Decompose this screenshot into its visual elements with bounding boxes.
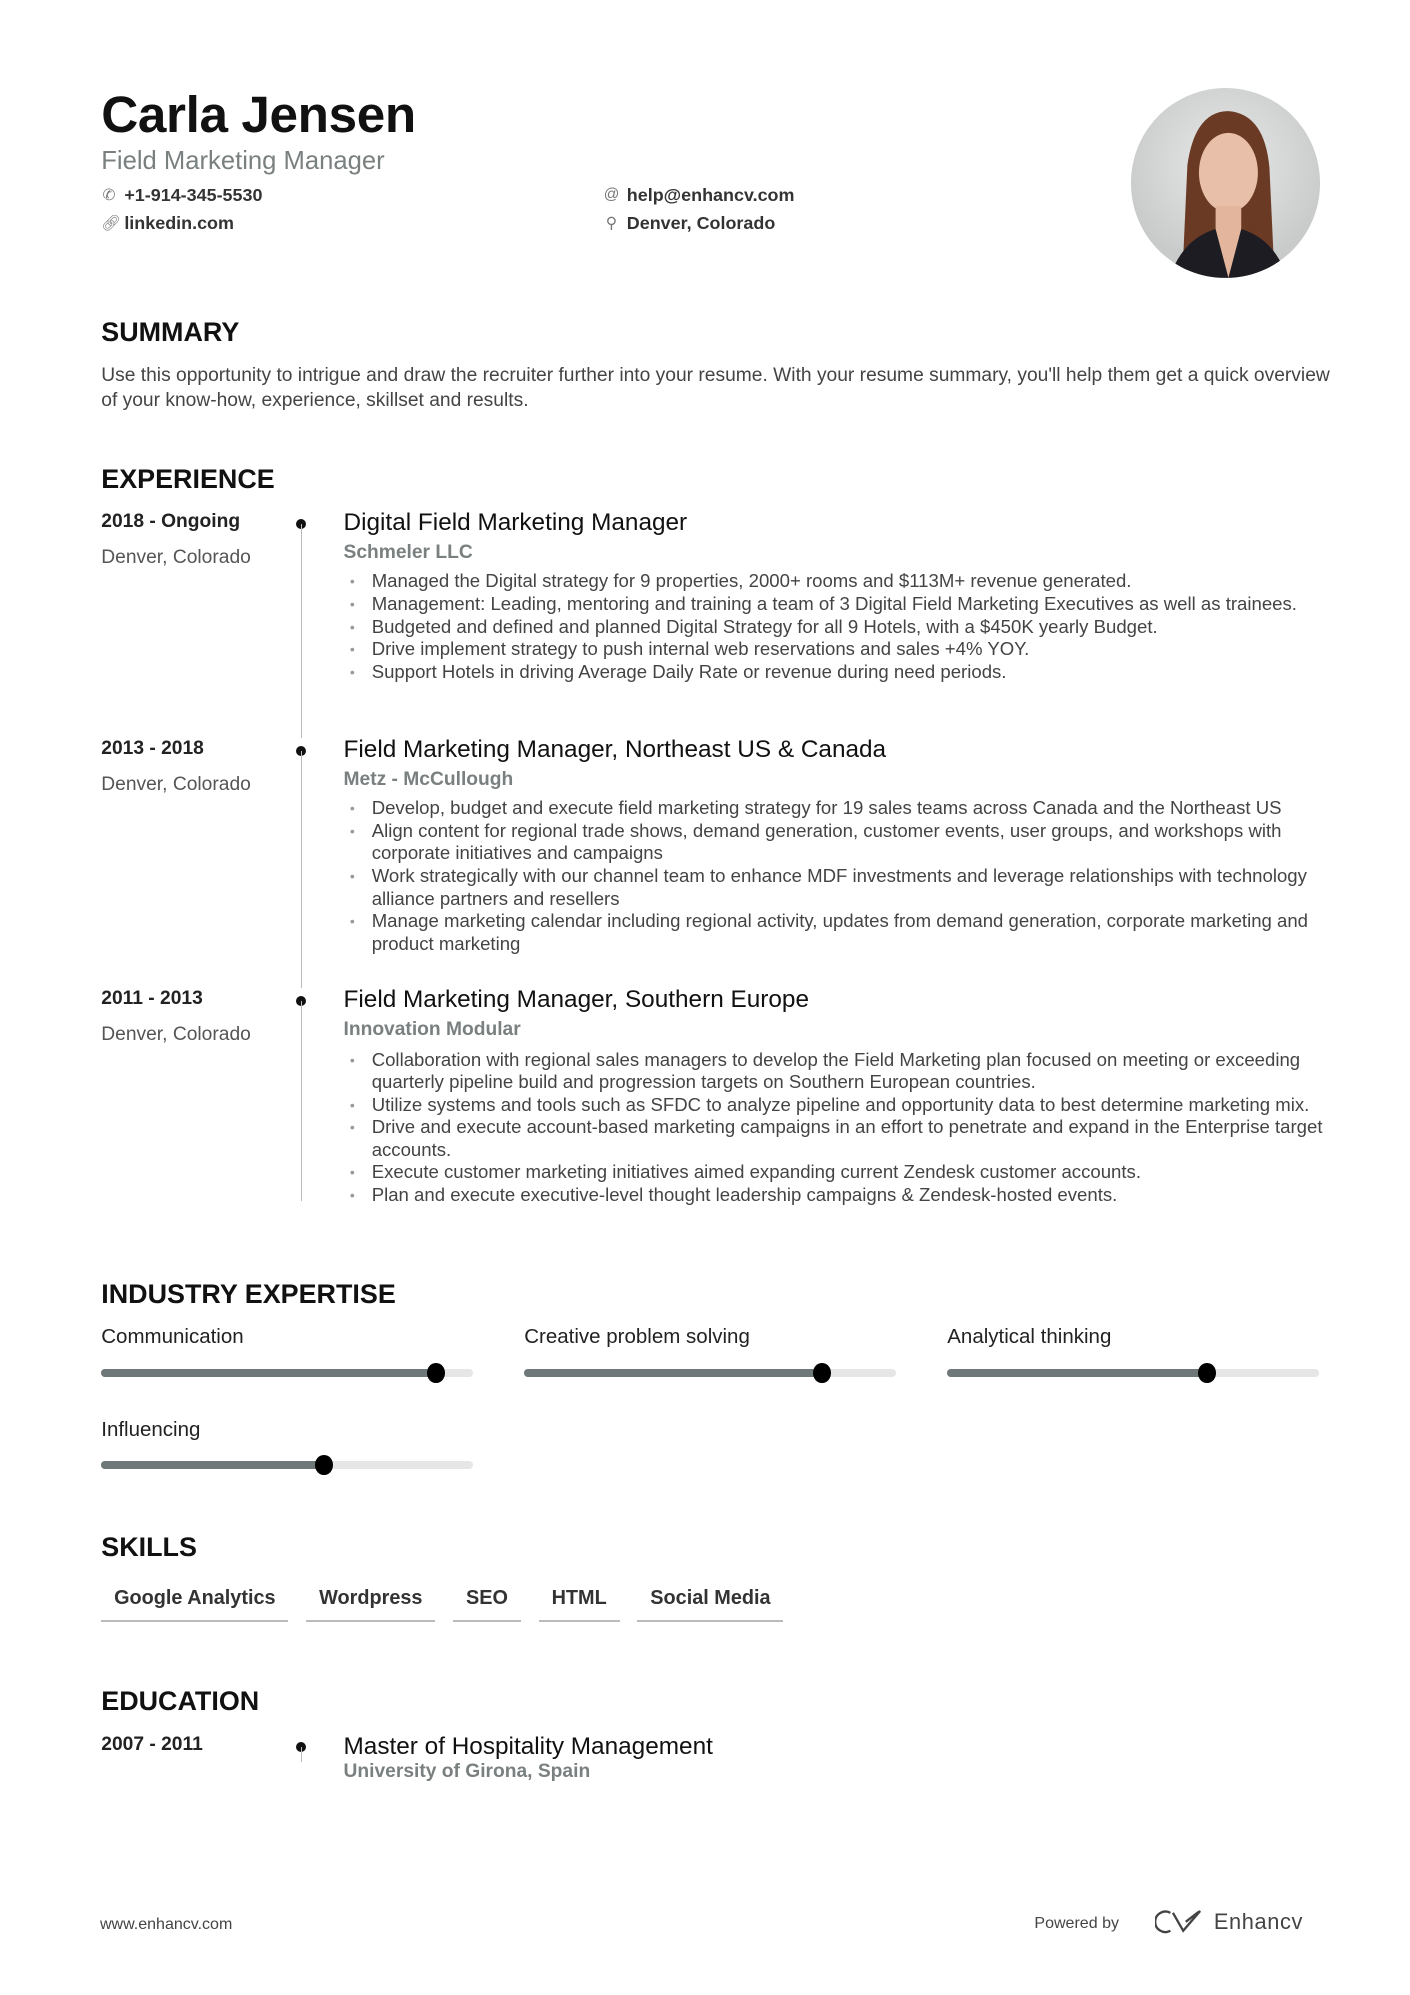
expertise-item bbox=[947, 1325, 1319, 1349]
candidate-title: Field Marketing Manager bbox=[101, 147, 385, 176]
bullet: • Collaboration with regional sales managers to develop the Field Marketing plan focused on meeting or exceeding quarterly pipeline build and progression targets on Southern European countries. bbox=[344, 1049, 1331, 1094]
expertise-slider bbox=[947, 1369, 1319, 1377]
edu-degree: Master of Hospitality Management bbox=[343, 1732, 713, 1760]
location bbox=[604, 213, 776, 234]
linkedin-link[interactable] bbox=[101, 213, 234, 234]
bullet: • Managed the Digital strategy for 9 properties, 2000+ rooms and $113M+ revenue generated. bbox=[344, 570, 1331, 593]
bullet: • Develop, budget and execute field marketing strategy for 19 sales teams across Canada and the Northeast US bbox=[344, 797, 1331, 820]
bullet: • Utilize systems and tools such as SFDC to analyze pipeline and opportunity data to best determine marketing mix. bbox=[344, 1094, 1331, 1117]
exp-location: Denver, Colorado bbox=[101, 774, 251, 796]
exp-bullets bbox=[344, 1049, 1331, 1207]
brand-name: Enhancv bbox=[1213, 1908, 1304, 1934]
bullet: • Support Hotels in driving Average Daily Rate or revenue during need periods. bbox=[344, 661, 1331, 684]
exp-bullets bbox=[344, 797, 1331, 955]
slider-fill bbox=[947, 1369, 1207, 1377]
bullet: • Drive implement strategy to push internal web reservations and sales +4% YOY. bbox=[344, 638, 1331, 661]
expertise-label: Analytical thinking bbox=[947, 1325, 1112, 1349]
slider-knob bbox=[813, 1363, 831, 1384]
exp-date: 2013 - 2018 bbox=[101, 738, 204, 760]
powered-by: Powered by bbox=[1034, 1913, 1119, 1932]
bullet: • Plan and execute executive-level thought leadership campaigns & Zendesk-hosted events. bbox=[344, 1184, 1331, 1207]
timeline-line bbox=[301, 1747, 302, 1762]
link-text[interactable]: linkedin.com bbox=[124, 212, 234, 233]
location-text: Denver, Colorado bbox=[626, 212, 776, 233]
slider-knob bbox=[427, 1363, 445, 1384]
slider-fill bbox=[101, 1369, 436, 1377]
expertise-item bbox=[524, 1325, 896, 1349]
expertise-heading: INDUSTRY EXPERTISE bbox=[101, 1279, 396, 1310]
exp-title: Field Marketing Manager, Southern Europe bbox=[343, 985, 810, 1013]
profile-photo bbox=[1131, 88, 1321, 278]
at-icon: @ bbox=[603, 186, 620, 204]
exp-title: Digital Field Marketing Manager bbox=[343, 508, 688, 536]
portrait-icon bbox=[1131, 88, 1321, 278]
phone-text: +1-914-345-5530 bbox=[124, 184, 263, 205]
timeline-line bbox=[301, 524, 302, 738]
link-icon: 🔗︎ bbox=[101, 214, 121, 232]
expertise-slider bbox=[524, 1369, 896, 1377]
slider-fill bbox=[524, 1369, 821, 1377]
slider-knob bbox=[315, 1455, 333, 1476]
timeline-line bbox=[301, 1001, 302, 1201]
enhancv-logo[interactable] bbox=[1155, 1909, 1303, 1935]
expertise-label: Influencing bbox=[101, 1417, 201, 1441]
exp-title: Field Marketing Manager, Northeast US & Canada bbox=[343, 735, 887, 763]
skill-tag: HTML bbox=[539, 1587, 620, 1622]
skill-tag: Social Media bbox=[637, 1587, 783, 1622]
edu-date: 2007 - 2011 bbox=[101, 1734, 203, 1756]
phone-icon: ✆ bbox=[102, 186, 116, 204]
bullet: • Work strategically with our channel team to enhance MDF investments and leverage relationships with technology alliance partners and resellers bbox=[344, 865, 1331, 910]
exp-company: Metz - McCullough bbox=[343, 769, 514, 791]
bullet: • Budgeted and defined and planned Digital Strategy for all 9 Hotels, with a $450K yearly Budget. bbox=[344, 616, 1331, 639]
exp-date: 2018 - Ongoing bbox=[101, 511, 241, 533]
expertise-slider bbox=[101, 1461, 473, 1469]
bullet: • Management: Leading, mentoring and training a team of 3 Digital Field Marketing Executives as well as trainees. bbox=[344, 593, 1331, 616]
summary-heading: SUMMARY bbox=[101, 316, 240, 347]
bullet: • Drive and execute account-based marketing campaigns in an effort to penetrate and expand in the Enterprise target accounts. bbox=[344, 1116, 1331, 1161]
exp-company: Schmeler LLC bbox=[343, 542, 473, 564]
footer-site[interactable]: www.enhancv.com bbox=[99, 1915, 233, 1933]
bullet: • Align content for regional trade shows, demand generation, customer events, user groups, and workshops with corporate initiatives and campaigns bbox=[344, 820, 1331, 865]
expertise-item bbox=[101, 1325, 473, 1349]
edu-school: University of Girona, Spain bbox=[343, 1761, 591, 1783]
expertise-item bbox=[101, 1418, 473, 1442]
phone bbox=[101, 185, 262, 206]
skill-tag: SEO bbox=[453, 1587, 521, 1622]
exp-location: Denver, Colorado bbox=[101, 547, 251, 569]
skills-list bbox=[101, 1587, 783, 1622]
education-heading: EDUCATION bbox=[101, 1685, 260, 1716]
slider-knob bbox=[1198, 1363, 1216, 1384]
exp-bullets bbox=[344, 570, 1331, 683]
email-text[interactable]: help@enhancv.com bbox=[626, 184, 795, 205]
expertise-slider bbox=[101, 1369, 473, 1377]
expertise-label: Creative problem solving bbox=[524, 1325, 750, 1349]
expertise-label: Communication bbox=[101, 1325, 244, 1349]
bullet: • Manage marketing calendar including regional activity, updates from demand generation, corporate marketing and product marketing bbox=[344, 910, 1331, 955]
slider-fill bbox=[101, 1461, 324, 1469]
skills-heading: SKILLS bbox=[101, 1531, 197, 1562]
candidate-name: Carla Jensen bbox=[101, 85, 416, 143]
summary-text: Use this opportunity to intrigue and draw the recruiter further into your resume. With your resume summary, you'll help them get a quick overview of your know-how, experience, skillset and results. bbox=[101, 364, 1330, 412]
bullet: • Execute customer marketing initiatives aimed expanding current Zendesk customer accounts. bbox=[344, 1161, 1331, 1184]
map-pin-icon: ⚲ bbox=[605, 214, 618, 232]
email[interactable] bbox=[604, 185, 795, 206]
skill-tag: Wordpress bbox=[306, 1587, 435, 1622]
enhancv-logo-icon bbox=[1155, 1909, 1204, 1935]
exp-company: Innovation Modular bbox=[343, 1019, 521, 1041]
exp-location: Denver, Colorado bbox=[101, 1024, 251, 1046]
timeline-line bbox=[301, 751, 302, 988]
experience-heading: EXPERIENCE bbox=[101, 464, 275, 494]
exp-date: 2011 - 2013 bbox=[101, 988, 203, 1010]
skill-tag: Google Analytics bbox=[101, 1587, 288, 1622]
